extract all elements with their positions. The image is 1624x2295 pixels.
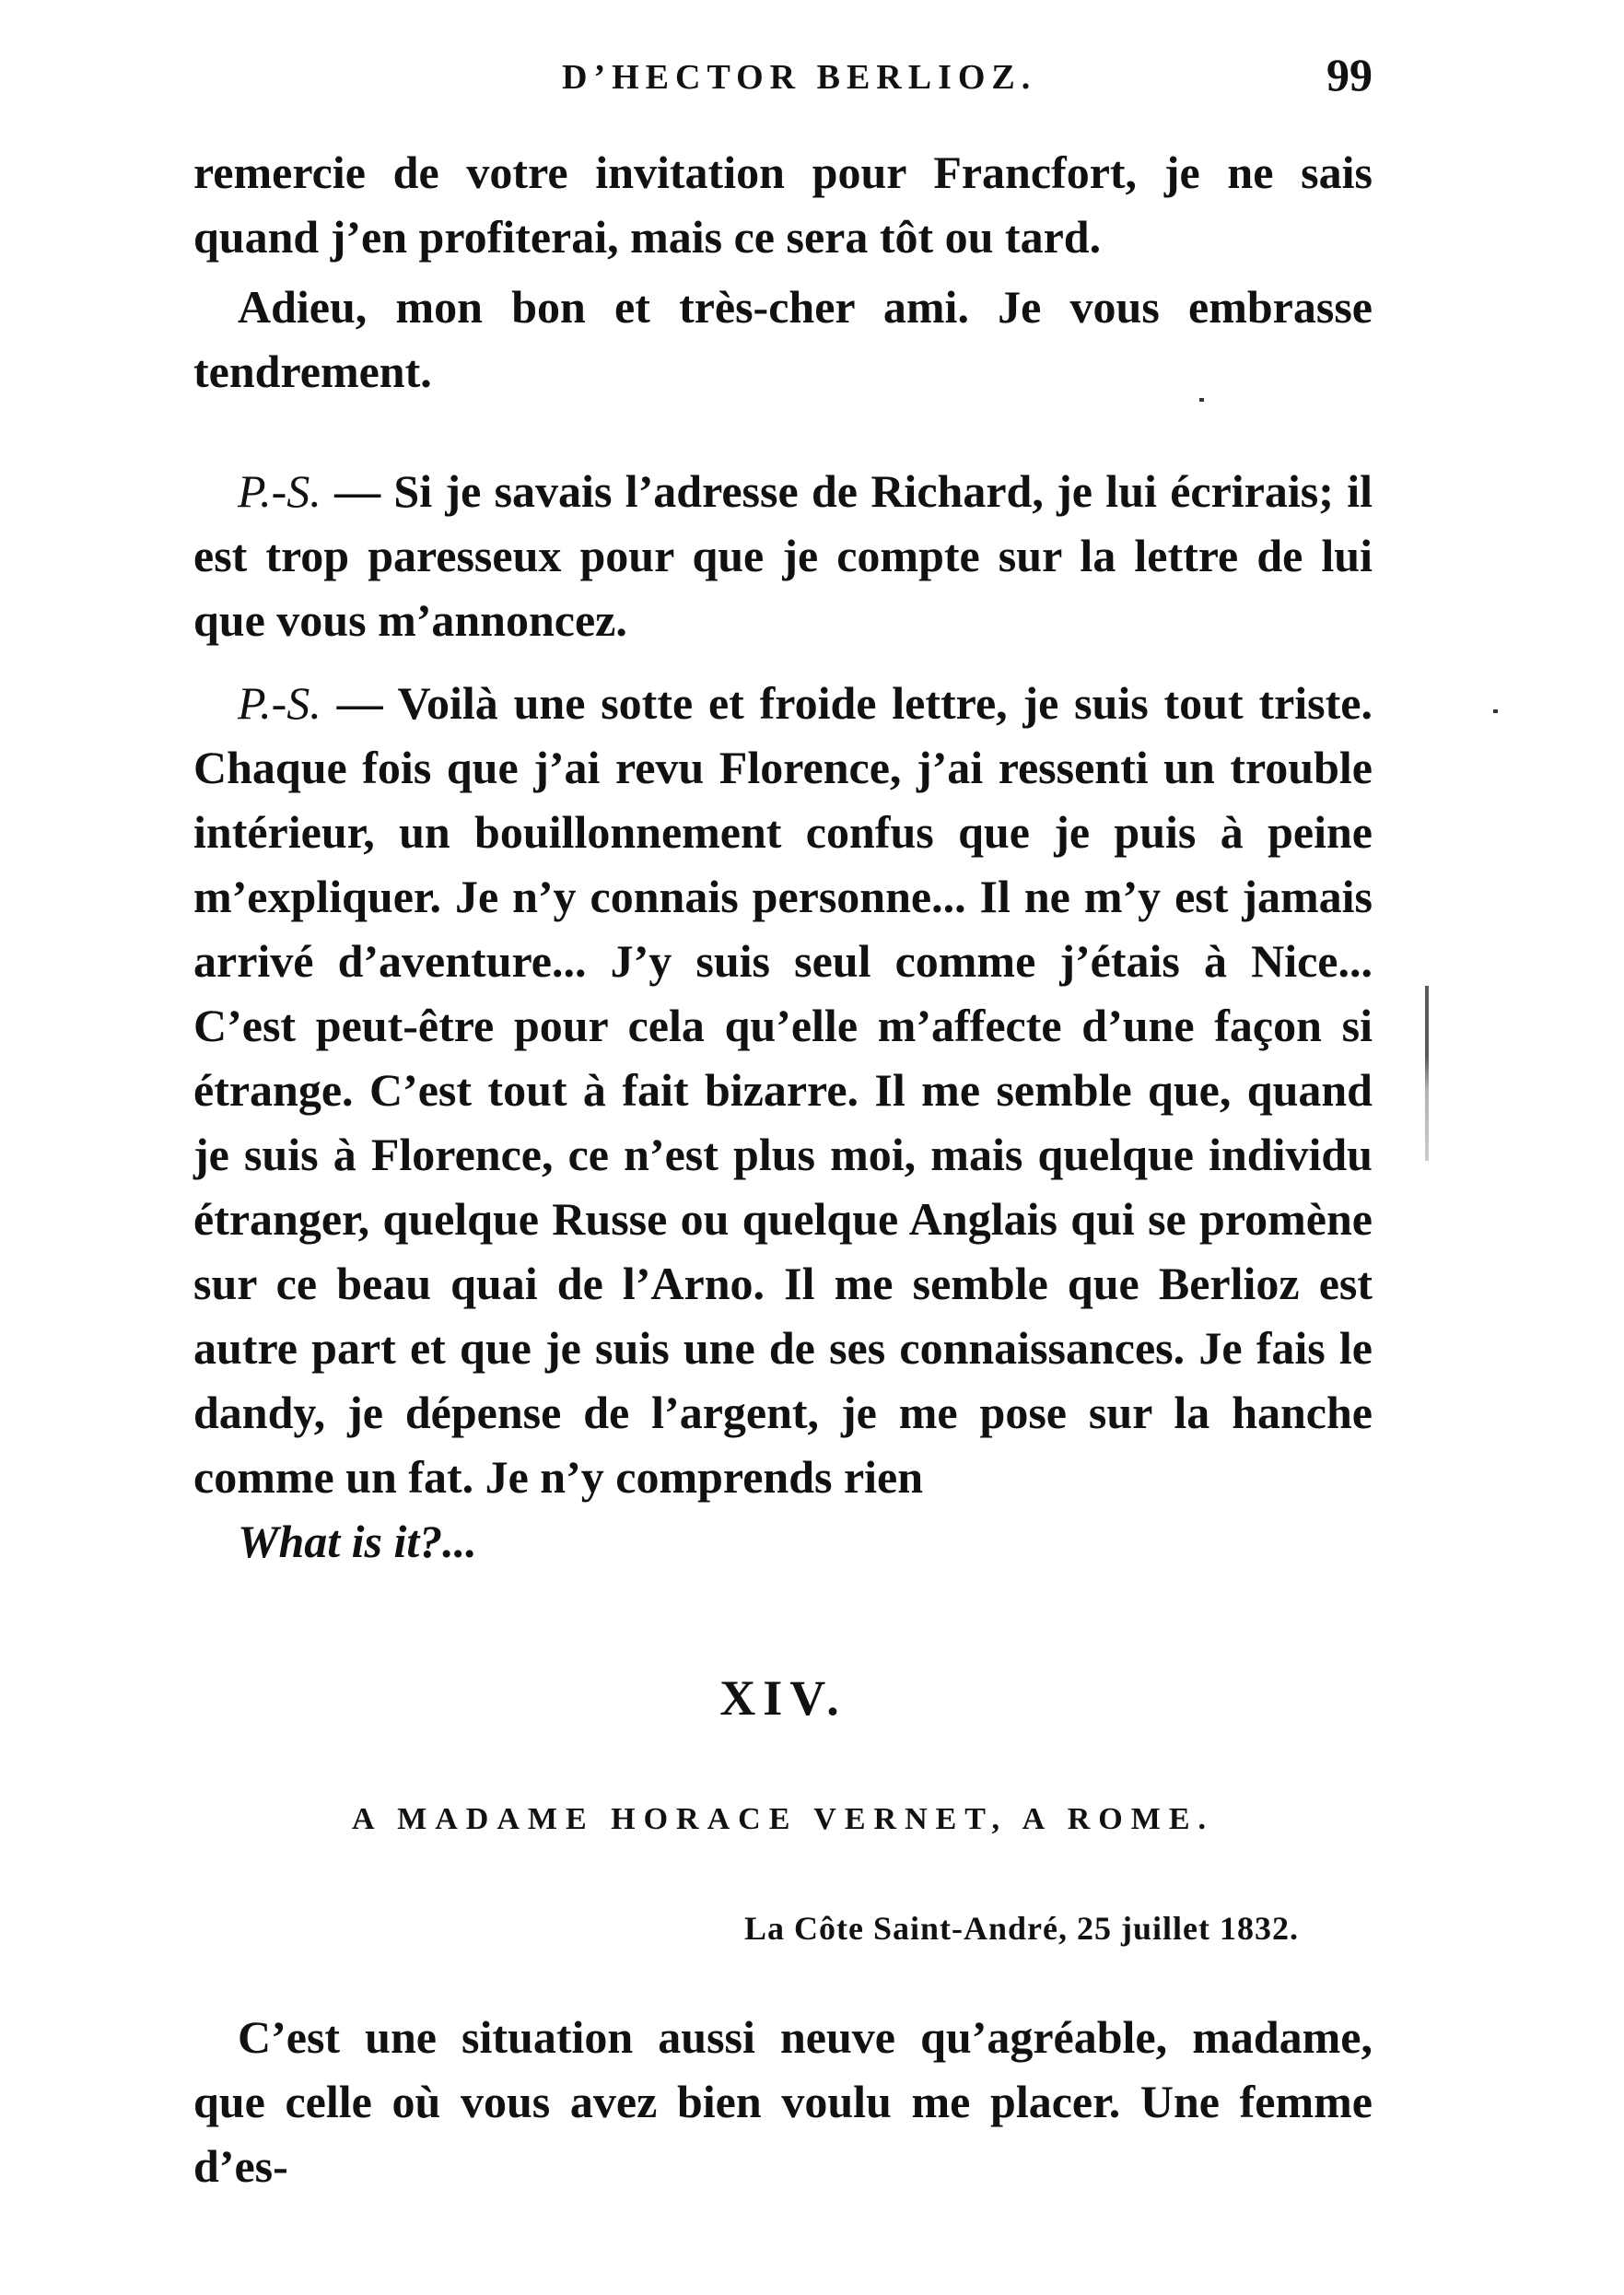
postscript-2 [193, 671, 1373, 1509]
paragraph-farewell: Adieu, mon bon et très-cher ami. Je vous embrasse tendrement. [193, 281, 1373, 397]
postscript-text: — Voilà une sotte et froide lettre, je suis tout triste. Chaque fois que j’ai revu Florence, j’ai ressenti un trouble intérieur, un bouillonnement confus que je puis à peine m’expliquer. Je n’y connais personne... Il ne m’y est jamais arrivé d’aventure... J’y suis seul comme j’étais à Nice... C’est peut-être pour cela qu’elle m’affecte d’une façon si étrange. C’est tout à fait bizarre. Il me semble que, quand je suis à Florence, ce n’est plus moi, mais quelque individu étranger, quelque Russe ou quelque Anglais qui se promène sur ce beau quai de l’Arno. Il me semble que Berlioz est autre part et que je suis une de ses connaissances. Je fais le dandy, je dépense de l’argent, je me pose sur la hanche comme un fat. Je n’y comprends rien [193, 677, 1373, 1503]
letter-addressee: A MADAME HORACE VERNET, A ROME. [351, 1802, 1215, 1836]
postscript-text: — Si je savais l’adresse de Richard, je lui écrirais; il est trop paresseux pour que je compte sur la lettre de lui que vous m’annoncez. [193, 465, 1373, 646]
page-body [193, 140, 1373, 2198]
paragraph-continuation: remercie de votre invitation pour Francfort, je ne sais quand j’en profiterai, mais ce sera tôt ou tard. [193, 146, 1373, 263]
letter-number: XIV. [719, 1670, 847, 1726]
page-number: 99 [1326, 49, 1373, 100]
ink-speck [1199, 398, 1204, 402]
postscript-1 [193, 459, 1373, 652]
letter-dateline: La Côte Saint-André, 25 juillet 1832. [744, 1910, 1299, 1947]
margin-ink-mark [1425, 986, 1429, 1161]
closing-line: What is it?... [238, 1516, 477, 1567]
postscript-label: P.-S. [238, 465, 321, 517]
ink-speck [1493, 709, 1498, 713]
running-title: D’HECTOR BERLIOZ. [562, 58, 1037, 97]
postscript-label: P.-S. [238, 677, 321, 729]
running-head [193, 48, 1373, 112]
letter-opening: C’est une situation aussi neuve qu’agréable, madame, que celle où vous avez bien voulu me placer. Une femme d’es- [193, 2011, 1373, 2192]
